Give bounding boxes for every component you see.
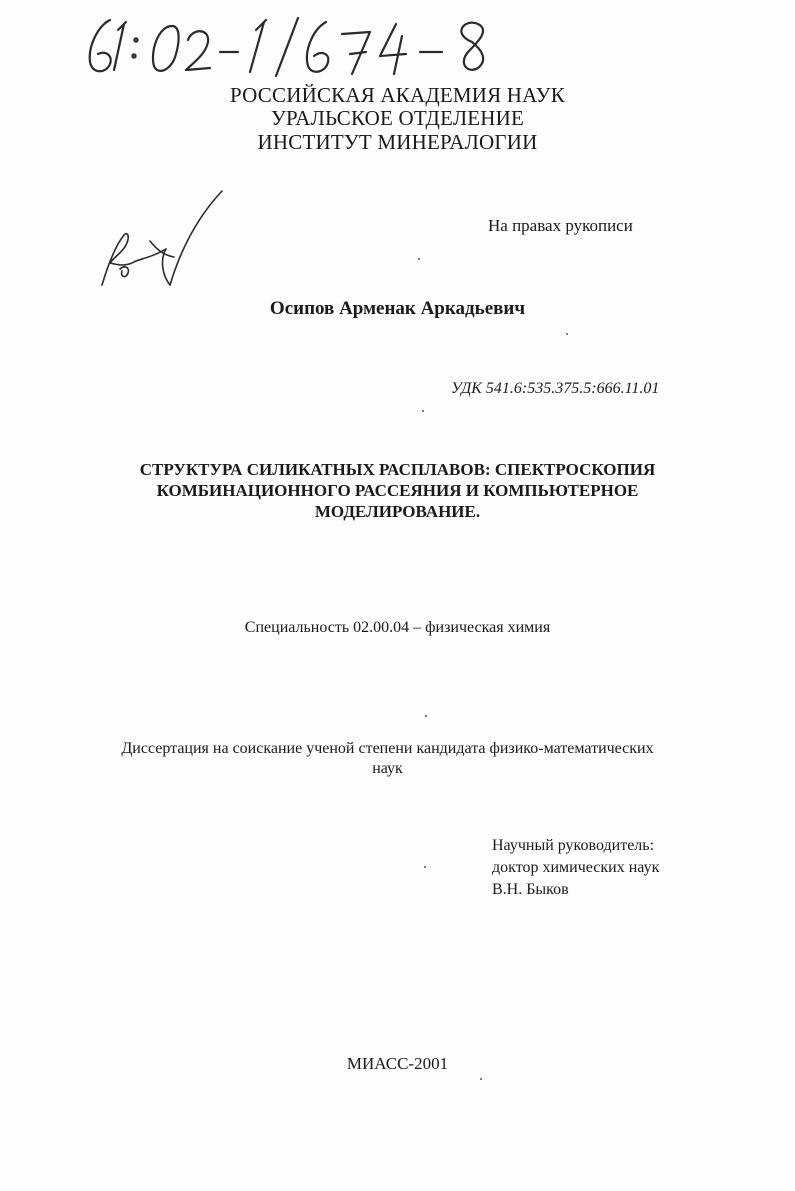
title-line-3: МОДЕЛИРОВАНИЕ. (314, 502, 481, 521)
city-year: МИАСС-2001 (346, 1054, 449, 1073)
header-institute: ИНСТИТУТ МИНЕРАЛОГИИ (257, 130, 538, 154)
dissertation-title (100, 459, 695, 522)
manuscript-rights-note: На правах рукописи (488, 216, 633, 235)
header-branch: УРАЛЬСКОЕ ОТДЕЛЕНИЕ (270, 106, 525, 130)
handwritten-archive-number (80, 12, 520, 82)
title-line-1: СТРУКТУРА СИЛИКАТНЫХ РАСПЛАВОВ: СПЕКТРОСКОПИЯ (139, 460, 656, 479)
signature-drawing (90, 185, 240, 295)
scan-speck (424, 866, 426, 868)
scan-speck (425, 715, 427, 717)
dissertation-line-2: наук (372, 760, 403, 777)
specialty-line: Специальность 02.00.04 – физическая химия (244, 619, 551, 636)
dissertation-line-1: Диссертация на соискание ученой степени кандидата физико-математических (121, 740, 654, 757)
scientific-advisor (492, 835, 659, 901)
scan-speck (418, 258, 420, 260)
author-name: Осипов Арменак Аркадьевич (269, 298, 526, 319)
scan-speck (566, 333, 568, 335)
header-academy: РОССИЙСКАЯ АКАДЕМИЯ НАУК (230, 83, 565, 107)
advisor-role: Научный руководитель: (492, 837, 655, 854)
advisor-degree: доктор химических наук (492, 859, 660, 876)
author-signature (90, 185, 240, 295)
udk-code: УДК 541.6:535.375.5:666.11.01 (451, 380, 660, 397)
scan-speck (422, 410, 424, 412)
dissertation-statement (80, 739, 695, 779)
scan-speck (480, 1078, 482, 1080)
advisor-name: В.Н. Быков (492, 881, 569, 898)
title-line-2: КОМБИНАЦИОННОГО РАССЕЯНИЯ И КОМПЬЮТЕРНОЕ (156, 481, 639, 500)
